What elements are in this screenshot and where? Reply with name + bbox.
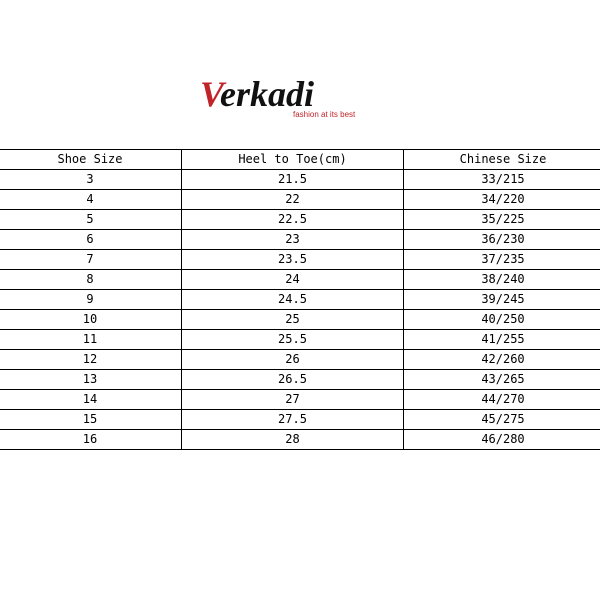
cell-shoe-size: 14 — [0, 390, 182, 410]
cell-heel-to-toe: 24.5 — [182, 290, 404, 310]
cell-chinese-size: 37/235 — [404, 250, 600, 270]
cell-shoe-size: 15 — [0, 410, 182, 430]
table-row — [0, 430, 600, 450]
cell-shoe-size: 6 — [0, 230, 182, 250]
cell-heel-to-toe: 23.5 — [182, 250, 404, 270]
cell-chinese-size: 45/275 — [404, 410, 600, 430]
cell-shoe-size: 11 — [0, 330, 182, 350]
cell-shoe-size: 16 — [0, 430, 182, 450]
table-row — [0, 270, 600, 290]
cell-chinese-size: 42/260 — [404, 350, 600, 370]
table-row — [0, 330, 600, 350]
cell-heel-to-toe: 28 — [182, 430, 404, 450]
cell-chinese-size: 41/255 — [404, 330, 600, 350]
header-heel-to-toe: Heel to Toe(cm) — [182, 150, 404, 170]
cell-heel-to-toe: 22 — [182, 190, 404, 210]
table-header-row — [0, 150, 600, 170]
table-body — [0, 170, 600, 450]
table-row — [0, 190, 600, 210]
table-row — [0, 350, 600, 370]
brand-tagline: fashion at its best — [293, 110, 356, 119]
cell-chinese-size: 40/250 — [404, 310, 600, 330]
brand-name-rest: erkadi — [220, 74, 315, 114]
cell-shoe-size: 4 — [0, 190, 182, 210]
brand-logo-graphic — [200, 72, 360, 120]
cell-chinese-size: 33/215 — [404, 170, 600, 190]
cell-shoe-size: 8 — [0, 270, 182, 290]
cell-heel-to-toe: 23 — [182, 230, 404, 250]
brand-logo — [200, 72, 360, 120]
cell-shoe-size: 13 — [0, 370, 182, 390]
header-shoe-size: Shoe Size — [0, 150, 182, 170]
cell-shoe-size: 3 — [0, 170, 182, 190]
cell-shoe-size: 7 — [0, 250, 182, 270]
cell-shoe-size: 9 — [0, 290, 182, 310]
cell-chinese-size: 44/270 — [404, 390, 600, 410]
cell-chinese-size: 35/225 — [404, 210, 600, 230]
table-row — [0, 390, 600, 410]
table-row — [0, 410, 600, 430]
cell-heel-to-toe: 26 — [182, 350, 404, 370]
brand-initial: V — [200, 74, 221, 114]
cell-shoe-size: 12 — [0, 350, 182, 370]
cell-heel-to-toe: 25 — [182, 310, 404, 330]
cell-chinese-size: 34/220 — [404, 190, 600, 210]
cell-chinese-size: 38/240 — [404, 270, 600, 290]
cell-heel-to-toe: 22.5 — [182, 210, 404, 230]
cell-heel-to-toe: 21.5 — [182, 170, 404, 190]
cell-shoe-size: 10 — [0, 310, 182, 330]
cell-chinese-size: 39/245 — [404, 290, 600, 310]
cell-shoe-size: 5 — [0, 210, 182, 230]
cell-heel-to-toe: 24 — [182, 270, 404, 290]
table-row — [0, 310, 600, 330]
header-chinese-size: Chinese Size — [404, 150, 600, 170]
cell-heel-to-toe: 27 — [182, 390, 404, 410]
cell-heel-to-toe: 26.5 — [182, 370, 404, 390]
table-row — [0, 210, 600, 230]
table-row — [0, 170, 600, 190]
cell-heel-to-toe: 25.5 — [182, 330, 404, 350]
cell-chinese-size: 43/265 — [404, 370, 600, 390]
cell-heel-to-toe: 27.5 — [182, 410, 404, 430]
table-row — [0, 230, 600, 250]
cell-chinese-size: 36/230 — [404, 230, 600, 250]
table-row — [0, 370, 600, 390]
size-chart-table — [0, 149, 600, 450]
table-row — [0, 250, 600, 270]
table-row — [0, 290, 600, 310]
brand-wordmark — [200, 74, 314, 114]
cell-chinese-size: 46/280 — [404, 430, 600, 450]
